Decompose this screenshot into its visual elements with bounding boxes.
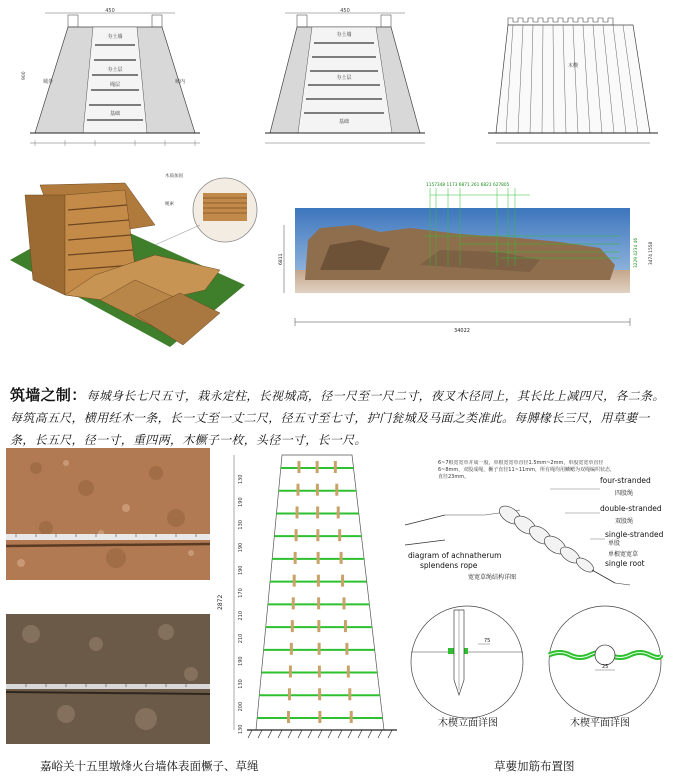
elevation-row-label: 130 (238, 679, 244, 689)
section-a-label-earth: 夯土层 (107, 67, 123, 73)
wooden-peg (316, 484, 319, 496)
rope-single-zh: 单股 (608, 540, 621, 547)
section-a-label-base: 基础 (109, 111, 121, 117)
section-b-label-3: 基础 (338, 119, 350, 125)
rope-diagram-en-1: diagram of achnatherum (408, 551, 502, 560)
elevation-row-label: 210 (238, 610, 244, 621)
wooden-peg (316, 506, 319, 518)
wooden-peg (318, 688, 321, 700)
rope-single-en: single-stranded (605, 530, 664, 539)
wooden-peg (337, 506, 340, 518)
wooden-peg (290, 643, 293, 655)
rope-root-zh: 单根宽宽草 (608, 551, 639, 558)
model-label-1: 木质加固 (165, 174, 183, 179)
wooden-peg (318, 711, 321, 723)
section-c-label: 木楔 (567, 63, 579, 69)
peg-elevation-caption: 木楔立面详图 (438, 718, 498, 729)
section-drawing-b (240, 5, 450, 160)
section-a-label-left: 城外 (43, 79, 54, 85)
section-a-side-dim: 900 (22, 71, 27, 80)
rope-double-zh: 双股绳 (615, 518, 634, 525)
wooden-peg (348, 688, 351, 700)
rope-elevation-drawing (212, 450, 412, 750)
wooden-peg (294, 552, 297, 564)
right-caption: 草葽加筋布置图 (494, 759, 575, 773)
soil-photo-bottom (6, 614, 210, 744)
rope-four-zh: 四股绳 (615, 490, 634, 497)
wooden-peg (340, 552, 343, 564)
photo-dim-top: 1157348 1173 6871 261 6821 627805 (426, 183, 510, 188)
wooden-peg (317, 597, 320, 609)
wooden-peg (350, 711, 353, 723)
wooden-peg (297, 461, 300, 473)
wooden-peg (292, 597, 295, 609)
elevation-row-label: 210 (238, 633, 244, 644)
peg-plan-caption: 木楔平面详图 (570, 718, 630, 729)
site-photo-dimensioned (260, 170, 670, 338)
wooden-peg (291, 620, 294, 632)
wooden-peg (344, 620, 347, 632)
classical-text-body: 每城身长七尺五寸，栽永定柱，长视城高，径一尺至一尺二寸，夜叉木径同上，其长比上减四尺，各二条。每筑高五尺，横用纴木一条，长一丈至一丈二尺，径五寸至七寸，护门瓮城及马面之类准此。每膊椽长三尺，用草葽一条，长五尺，径一寸，重四两，木橛子一枚，头径一寸，长一尺。 (10, 389, 665, 447)
wooden-peg (317, 620, 320, 632)
section-a-top-dim: 450 (105, 8, 115, 14)
rope-four-en: four-stranded (600, 476, 651, 485)
section-b-label-2: 夯土层 (336, 75, 352, 81)
wooden-peg (296, 506, 299, 518)
wooden-peg (343, 597, 346, 609)
elevation-row-label: 130 (238, 474, 244, 485)
wooden-peg (317, 575, 320, 587)
section-b-top-dim: 450 (340, 8, 350, 14)
rope-diagram-en-2: splendens rope (420, 561, 478, 570)
rope-double-en: double-stranded (600, 504, 662, 513)
wooden-peg (316, 529, 319, 541)
photo-dim-right: 3229 4234 46 (634, 237, 639, 268)
wooden-peg (338, 529, 341, 541)
wooden-peg (288, 688, 291, 700)
wooden-peg (335, 484, 338, 496)
section-drawing-a (5, 5, 215, 160)
wooden-peg (318, 666, 321, 678)
rope-structure-diagram (400, 455, 672, 600)
rope-root-en: single root (605, 559, 645, 568)
elevation-row-label: 190 (238, 542, 244, 553)
elevation-row-label: 170 (238, 588, 244, 598)
wooden-peg (297, 484, 300, 496)
rope-note: 6~7根宽宽草并成一股，单根宽宽草直径1.5mm~2mm，单股宽宽草直径6~8mm，双股成绳，橛子直径11~11mm，所有绳均用鳞鳃为双绳编织状态，直径23mm。 (438, 460, 615, 480)
classical-text (10, 384, 665, 451)
section-a-label-walk: 夯土墙 (107, 34, 123, 40)
peg-elevation-dim: 75 (484, 638, 491, 644)
peg-elevation-detail (402, 600, 532, 730)
section-a-label-layer: 绳层 (109, 82, 121, 88)
wooden-peg (334, 461, 337, 473)
wooden-peg (317, 552, 320, 564)
elevation-row-label: 130 (238, 724, 244, 735)
elevation-row-label: 190 (238, 497, 244, 507)
wooden-peg (316, 461, 319, 473)
elevation-row-label: 190 (238, 656, 244, 666)
elevation-row-label: 200 (238, 701, 244, 712)
wooden-peg (341, 575, 344, 587)
soil-photo-top (6, 448, 210, 580)
peg-plan-detail (540, 600, 670, 730)
section-a-label-right: 城内 (175, 79, 186, 85)
wall-3d-model (5, 165, 260, 355)
elevation-row-label: 190 (238, 565, 244, 576)
wooden-peg (289, 666, 292, 678)
photo-dim-right-2: 3474 1558 (649, 241, 654, 265)
peg-plan-dim: 25 (602, 664, 609, 670)
photo-dim-left: 6811 (279, 253, 284, 265)
section-drawing-c (478, 5, 668, 160)
left-caption: 嘉峪关十五里墩烽火台墙体表面橛子、草绳 (40, 759, 259, 773)
wooden-peg (347, 666, 350, 678)
wooden-peg (318, 643, 321, 655)
elevation-height-label: 2872 (217, 594, 224, 610)
section-b-label-1: 夯土墙 (336, 32, 352, 38)
wooden-peg (293, 575, 296, 587)
rope-diagram-zh: 宽宽草绳结构详图 (468, 574, 517, 581)
photo-dim-bottom: 34022 (454, 328, 470, 334)
wooden-peg (295, 529, 298, 541)
model-label-2: 绳索 (165, 202, 174, 207)
wooden-peg (287, 711, 290, 723)
elevation-row-label: 130 (238, 520, 244, 530)
classical-text-title: 筑墙之制： (10, 386, 87, 404)
wooden-peg (345, 643, 348, 655)
